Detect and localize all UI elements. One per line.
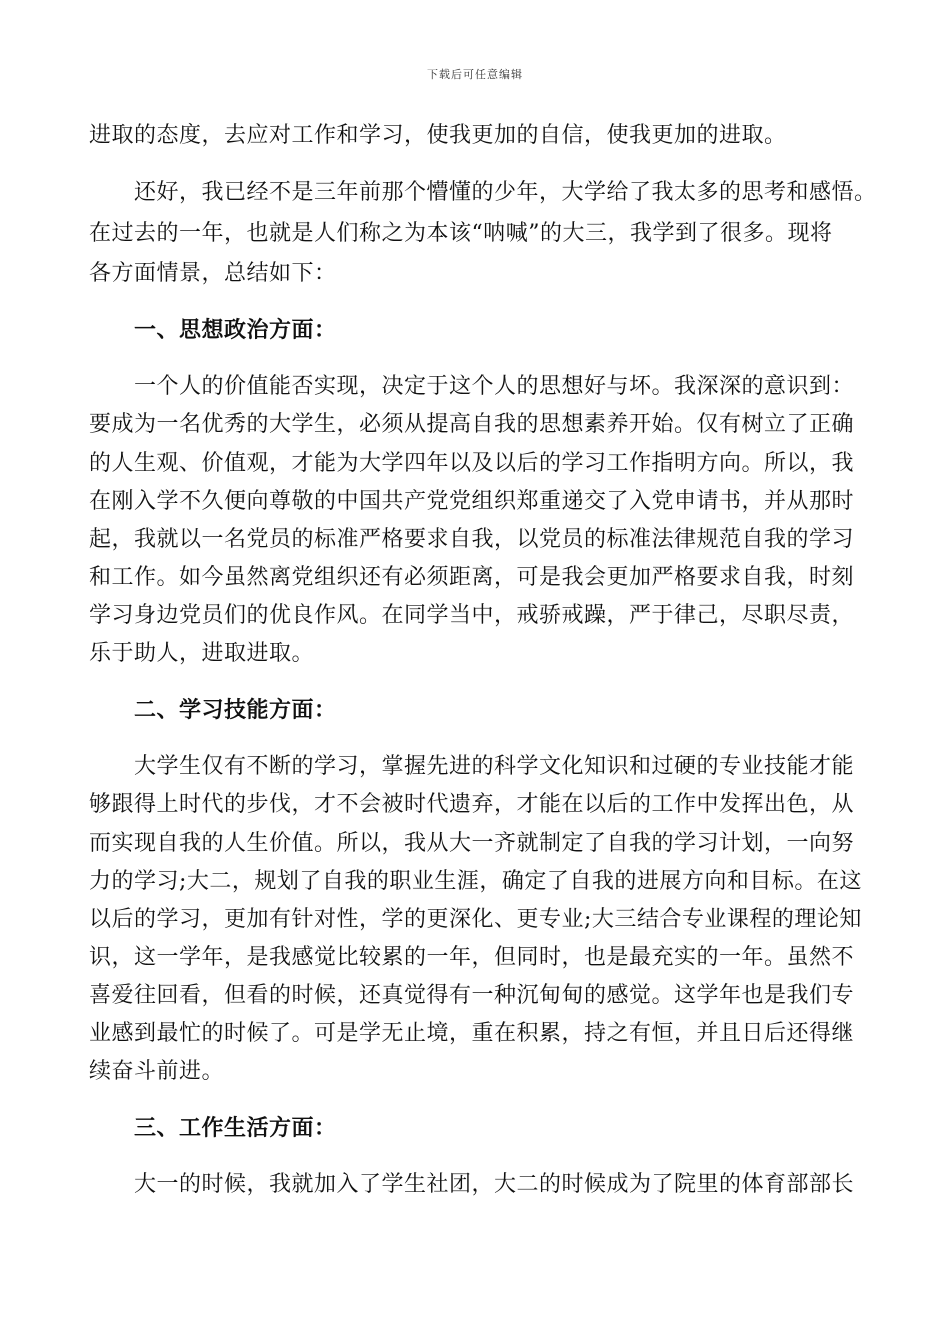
paragraph-line: 在过去的一年，也就是人们称之为本该“呐喊”的大三，我学到了很多。现将 — [89, 221, 833, 246]
paragraph-line: 还好，我已经不是三年前那个懵懂的少年，大学给了我太多的思考和感悟。 — [134, 180, 877, 205]
paragraph-line: 以后的学习，更加有针对性，学的更深化、更专业;大三结合专业课程的理论知 — [89, 907, 862, 932]
paragraph-line: 要成为一名优秀的大学生，必须从提高自我的思想素养开始。仅有树立了正确 — [89, 412, 855, 437]
paragraph-line: 大学生仅有不断的学习，掌握先进的科学文化知识和过硬的专业技能才能 — [134, 754, 855, 779]
section-heading-3: 三、工作生活方面： — [134, 1115, 337, 1141]
paragraph-line: 续奋斗前进。 — [89, 1059, 225, 1084]
header-note: 下载后可任意编辑 — [427, 68, 523, 81]
paragraph-line: 业感到最忙的时候了。可是学无止境，重在积累，持之有恒，并且日后还得继 — [89, 1021, 855, 1046]
paragraph-line: 各方面情景，总结如下： — [89, 261, 337, 286]
paragraph-line: 而实现自我的人生价值。所以，我从大一齐就制定了自我的学习计划，一向努 — [89, 831, 855, 856]
paragraph-line: 够跟得上时代的步伐，才不会被时代遗弃，才能在以后的工作中发挥出色，从 — [89, 792, 855, 817]
paragraph-line: 和工作。如今虽然离党组织还有必须距离，可是我会更加严格要求自我，时刻 — [89, 565, 855, 590]
paragraph-line: 学习身边党员们的优良作风。在同学当中，戒骄戒躁，严于律己，尽职尽责， — [89, 603, 855, 628]
paragraph-line: 一个人的价值能否实现，决定于这个人的思想好与坏。我深深的意识到： — [134, 374, 855, 399]
paragraph-line: 的人生观、价值观，才能为大学四年以及以后的学习工作指明方向。所以，我 — [89, 451, 855, 476]
paragraph-line: 识，这一学年，是我感觉比较累的一年，但同时，也是最充实的一年。虽然不 — [89, 945, 855, 970]
paragraph-line: 进取的态度，去应对工作和学习，使我更加的自信，使我更加的进取。 — [89, 123, 787, 148]
paragraph-line: 乐于助人，进取进取。 — [89, 641, 315, 666]
section-heading-2: 二、学习技能方面： — [134, 697, 337, 723]
section-heading-1: 一、思想政治方面： — [134, 317, 337, 343]
paragraph-line: 起，我就以一名党员的标准严格要求自我，以党员的标准法律规范自我的学习 — [89, 527, 855, 552]
paragraph-line: 喜爱往回看，但看的时候，还真觉得有一种沉甸甸的感觉。这学年也是我们专 — [89, 983, 855, 1008]
paragraph-line: 大一的时候，我就加入了学生社团，大二的时候成为了院里的体育部部长 — [134, 1172, 855, 1197]
paragraph-line: 在刚入学不久便向尊敬的中国共产党党组织郑重递交了入党申请书，并从那时 — [89, 489, 855, 514]
paragraph-line: 力的学习;大二，规划了自我的职业生涯，确定了自我的进展方向和目标。在这 — [89, 869, 862, 894]
